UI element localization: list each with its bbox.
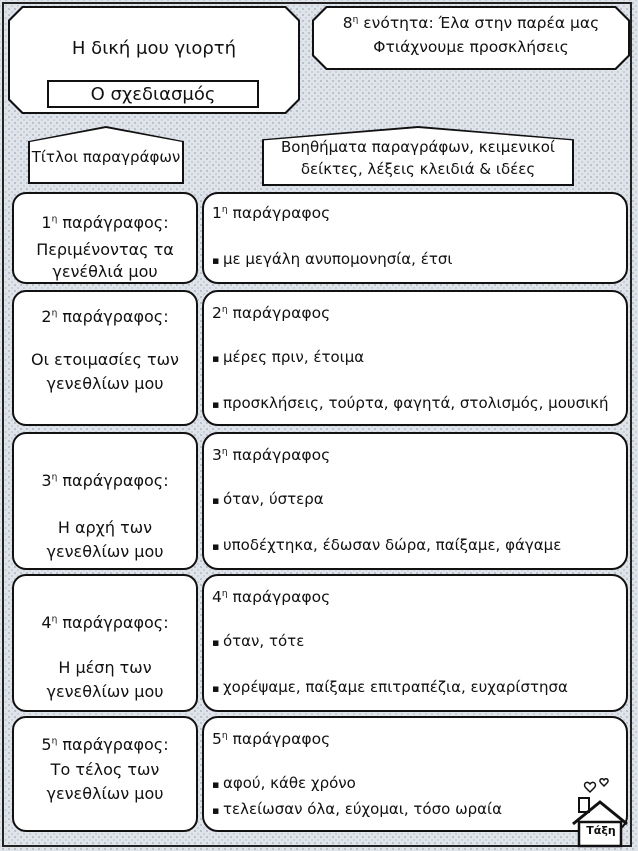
helper-item: ▪ τελείωσαν όλα, εύχομαι, τόσο ωραία [212,800,502,818]
helper-heading: $2^\eta$ παράγραφος [212,304,331,322]
helper-heading: $3^\eta$ παράγραφος [212,446,331,464]
paragraph-title-card-2 [12,290,198,426]
helper-item: ▪ αφού, κάθε χρόνο [212,774,356,792]
paragraph-name-line: γενέθλιά μου [52,262,158,281]
paragraph-helper-card-4 [202,574,628,712]
subtitle-box [47,80,259,108]
unit-line2: Φτιάχνουμε προσκλήσεις [373,38,569,56]
paragraph-helper-card-3 [202,432,628,570]
logo-text: Τάξη [586,824,616,837]
paragraph-helper-card-2 [202,290,628,426]
paragraph-label: $4^\eta$ παράγραφος: [41,613,169,632]
paragraph-name-line: γενεθλίων μου [46,784,164,803]
bullet-icon: ▪ [212,636,223,649]
helper-item: ▪ μέρες πριν, έτοιμα [212,348,365,366]
bullet-icon: ▪ [212,254,223,267]
unit-line1-text: ενότητα: Έλα στην παρέα μας [358,14,600,32]
column-left-label: Τίτλοι παραγράφων [31,148,181,166]
paragraph-name-line: Οι ετοιμασίες των [31,350,179,369]
paragraph-name-line: γενεθλίων μου [46,374,164,393]
bullet-icon: ▪ [212,804,223,817]
paragraph-title-card-5 [12,716,198,832]
helper-item: ▪ προσκλήσεις, τούρτα, φαγητά, στολισμός, μουσική [212,394,609,412]
column-right-line1: Βοηθήματα παραγράφων, κειμενικοί [281,138,555,156]
bullet-icon: ▪ [212,398,223,411]
helper-heading: $5^\eta$ παράγραφος [212,730,331,748]
helper-item: ▪ υποδέχτηκα, έδωσαν δώρα, παίξαμε, φάγαμε [212,536,562,554]
paragraph-name-line: γενεθλίων μου [46,542,164,561]
helper-heading: $4^\eta$ παράγραφος [212,588,331,606]
paragraph-title-card-4 [12,574,198,712]
paragraph-helper-card-1 [202,192,628,284]
unit-title: $8^\eta$ ενότητα: Έλα στην παρέα μας [342,14,600,32]
helper-item: ▪ όταν, τότε [212,632,305,650]
paragraph-label: $2^\eta$ παράγραφος: [41,307,169,326]
bullet-icon: ▪ [212,352,223,365]
bullet-icon: ▪ [212,778,223,791]
paragraph-name-line: Η μέση των [58,658,152,677]
page-subtitle: Ο σχεδιασμός [90,83,216,105]
bullet-icon: ▪ [212,682,223,695]
house-logo-icon [570,778,630,848]
helper-item: ▪ όταν, ύστερα [212,490,324,508]
bullet-icon: ▪ [212,540,223,553]
paragraph-title-card-1 [12,192,198,284]
paragraph-name-line: Η αρχή των [57,518,153,537]
paragraph-label: $1^\eta$ παράγραφος: [41,213,169,232]
paragraph-name-line: γενεθλίων μου [46,682,164,701]
paragraph-helper-card-5 [202,716,628,832]
column-right-line2: δείκτες, λέξεις κλειδιά & ιδέες [300,160,536,178]
bullet-icon: ▪ [212,494,223,507]
helper-heading: $1^\eta$ παράγραφος [212,204,331,222]
paragraph-title-card-3 [12,432,198,570]
page-title: Η δική μου γιορτή [71,38,237,59]
paragraph-label: $3^\eta$ παράγραφος: [41,471,169,490]
paragraph-label: $5^\eta$ παράγραφος: [41,735,169,754]
helper-item: ▪ με μεγάλη ανυπομονησία, έτσι [212,250,453,268]
helper-item: ▪ χορέψαμε, παίξαμε επιτραπέζια, ευχαρίστησα [212,678,568,696]
paragraph-name-line: Το τέλος των [50,760,160,779]
paragraph-name-line: Περιμένοντας τα [36,240,174,259]
